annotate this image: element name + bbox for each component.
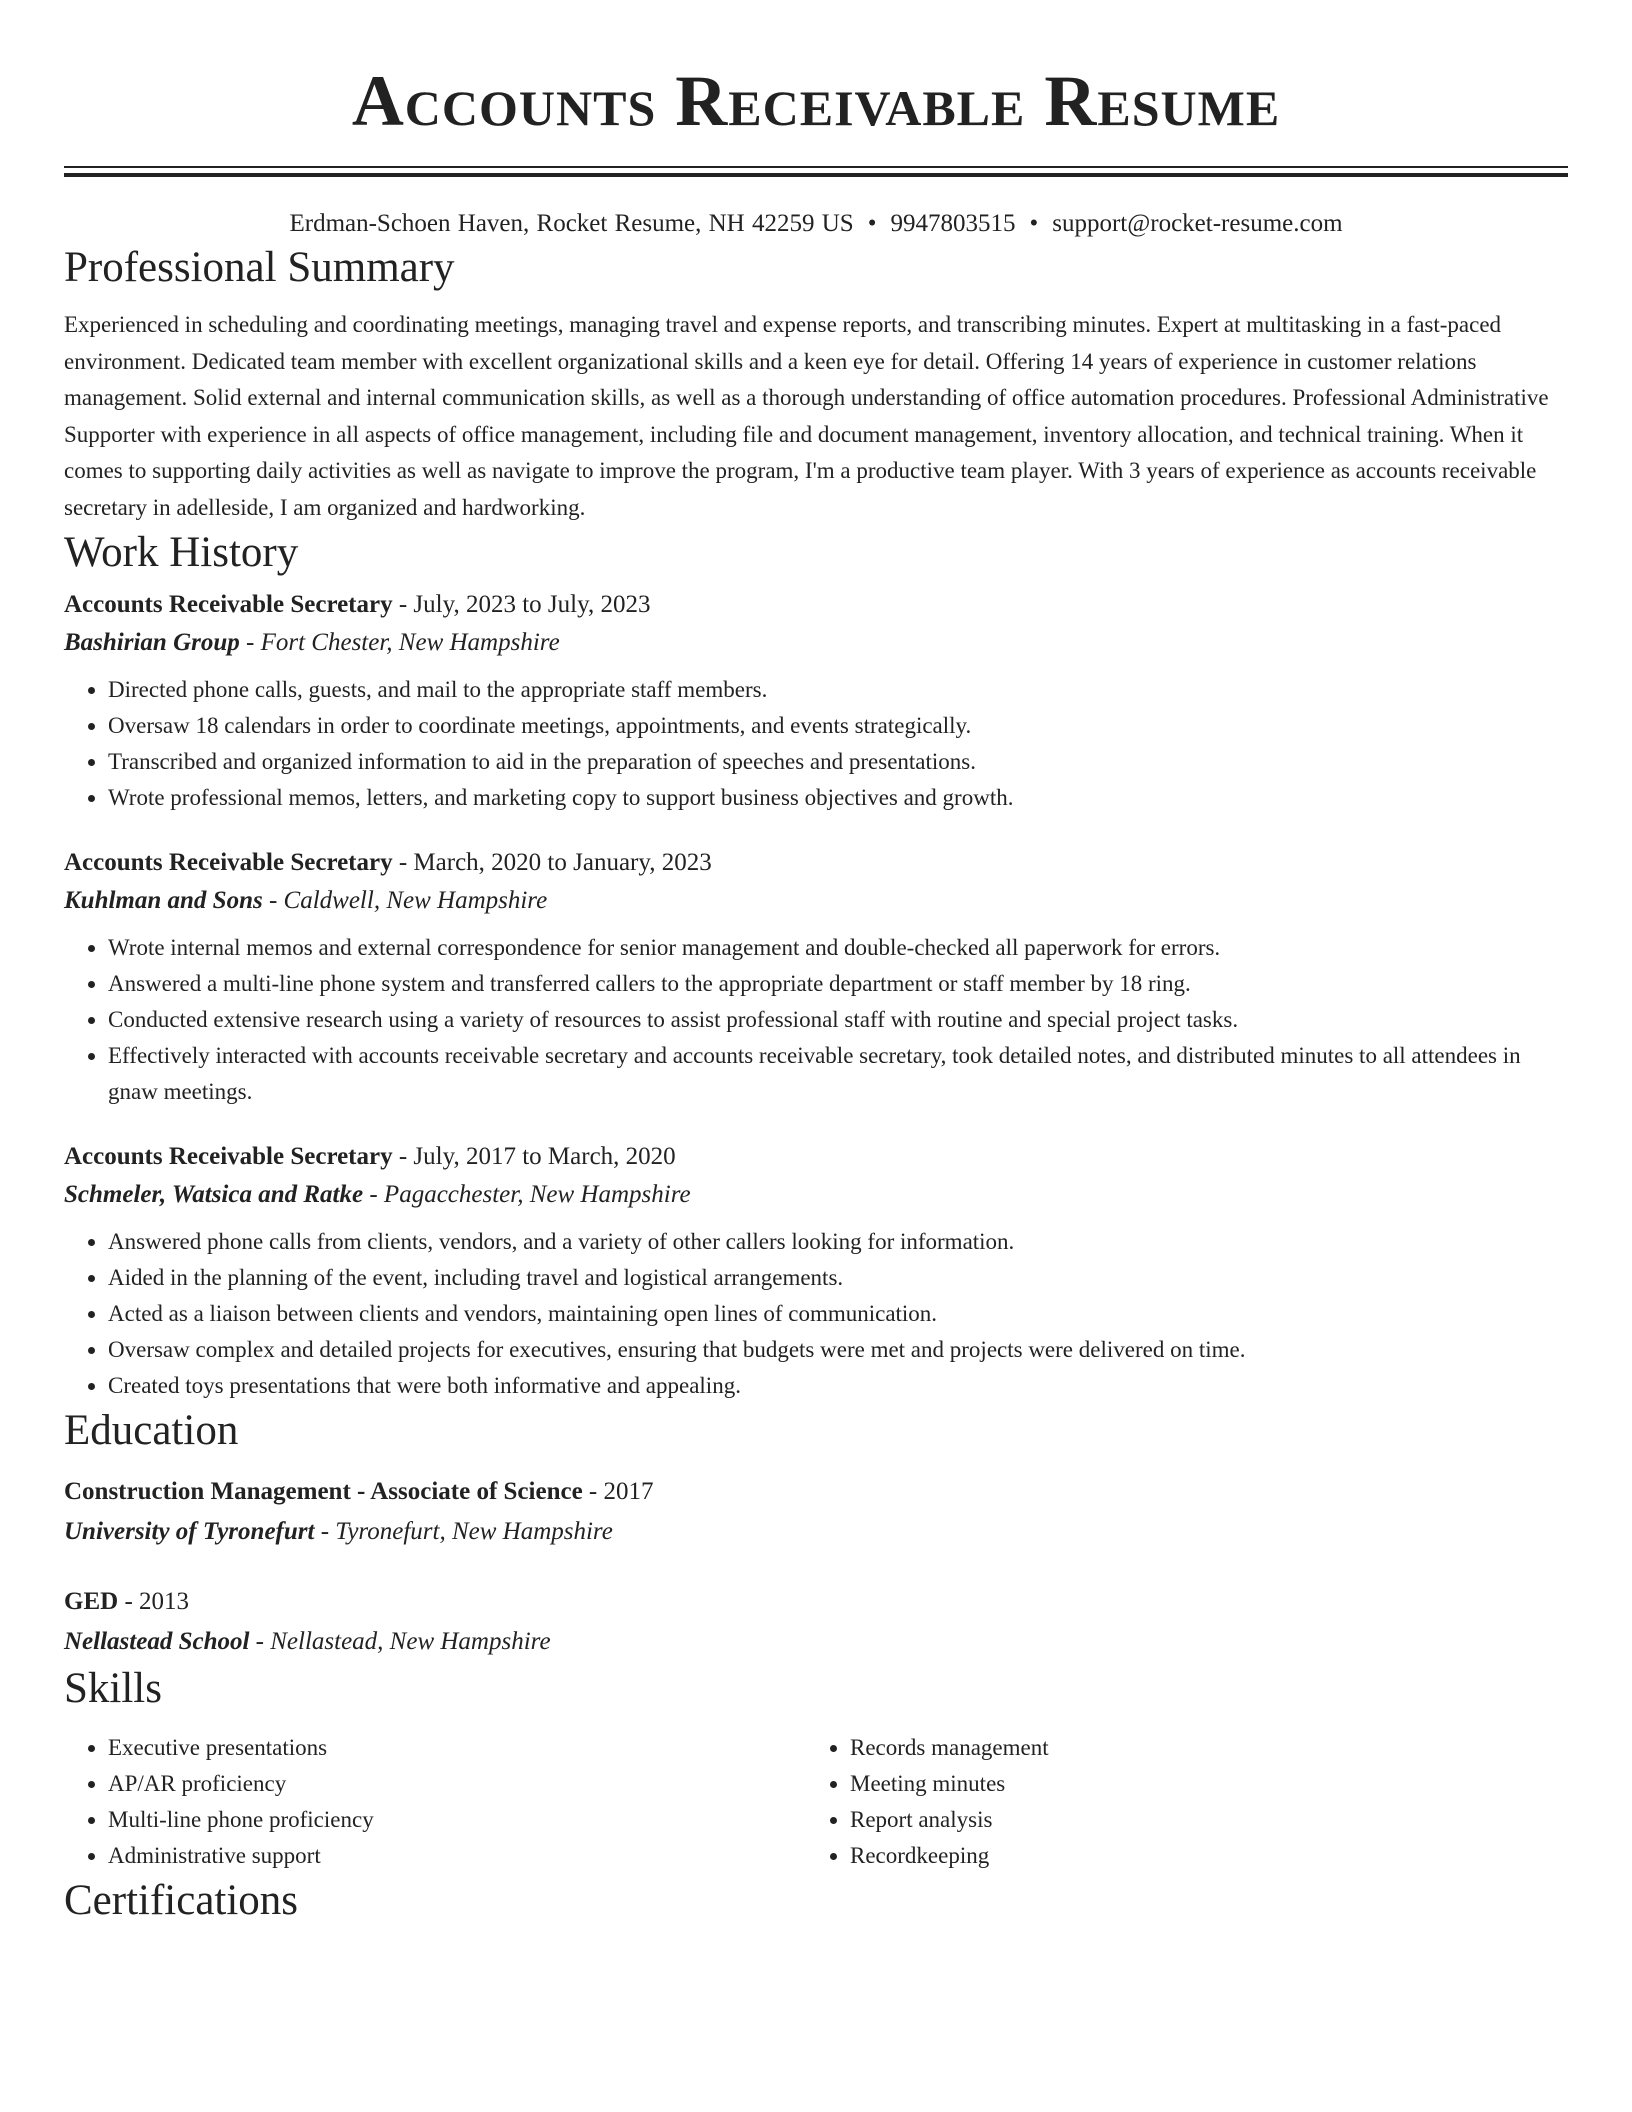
contact-phone: 9947803515: [890, 210, 1016, 237]
list-item: • Conducted extensive research using a variety of resources to assist professional staff with routine and special project tasks.: [108, 1002, 1568, 1038]
list-item: • Meeting minutes: [850, 1766, 1548, 1802]
list-item: • Executive presentations: [108, 1730, 806, 1766]
degree-name: Construction Management - Associate of Science: [64, 1478, 583, 1505]
contact-separator: •: [1029, 210, 1039, 237]
list-item: • Wrote professional memos, letters, and marketing copy to support business objectives and growth.: [108, 780, 1568, 816]
degree-line: [64, 1582, 1568, 1622]
skills-column-right: [806, 1730, 1548, 1874]
list-item: • AP/AR proficiency: [108, 1766, 806, 1802]
job-dates: - July, 2023 to July, 2023: [392, 591, 651, 618]
education-heading: Education: [64, 1407, 239, 1454]
education-entry: [64, 1582, 1568, 1662]
contact-line: [64, 207, 1568, 241]
job-title: Accounts Receivable Secretary: [64, 1143, 393, 1170]
list-item: • Recordkeeping: [850, 1838, 1548, 1874]
list-item: • Report analysis: [850, 1802, 1548, 1838]
school-line: [64, 1622, 1568, 1662]
school-location: - Tyronefurt, New Hampshire: [314, 1518, 613, 1545]
company-location: - Pagacchester, New Hampshire: [363, 1181, 691, 1208]
job-duties-list: [64, 1224, 1568, 1404]
job-dates: - March, 2020 to January, 2023: [392, 849, 712, 876]
degree-line: [64, 1472, 1568, 1512]
school-name: University of Tyronefurt: [64, 1518, 315, 1545]
list-item: • Acted as a liaison between clients and vendors, maintaining open lines of communication.: [108, 1296, 1568, 1332]
job-duties-list: [64, 672, 1568, 816]
title-divider-thin: [64, 166, 1568, 168]
school-line: [64, 1512, 1568, 1552]
summary-text: Experienced in scheduling and coordinating meetings, managing travel and expense reports, and transcribing minutes. Expert at multitasking in a fast-paced environment. Dedicated team member with excellent organizational skills and a keen eye for detail. Offering 14 years of experience in customer relations management. Solid external and internal communication skills, as well as a thorough understanding of office automation procedures. Professional Administrative Supporter with experience in all aspects of office management, including file and document management, inventory allocation, and technical training. When it comes to supporting daily activities as well as navigate to improve the program, I'm a productive team player. With 3 years of experience as accounts receivable secretary in adelleside, I am organized and hardworking.: [64, 312, 1549, 520]
work-history-heading: Work History: [64, 529, 299, 576]
resume-page: [64, 0, 1568, 1928]
list-item: • Multi-line phone proficiency: [108, 1802, 806, 1838]
company-line: [64, 882, 1568, 920]
company-location: - Fort Chester, New Hampshire: [239, 629, 560, 656]
job-entry: [64, 844, 1568, 1110]
list-item: • Transcribed and organized information to aid in the preparation of speeches and presentations.: [108, 744, 1568, 780]
company-name: Kuhlman and Sons: [64, 887, 263, 914]
company-name: Bashirian Group: [64, 629, 240, 656]
list-item: • Wrote internal memos and external correspondence for senior management and double-checked all paperwork for errors.: [108, 930, 1568, 966]
list-item: • Effectively interacted with accounts receivable secretary and accounts receivable secretary, took detailed notes, and distributed minutes to all attendees in gnaw meetings.: [108, 1038, 1568, 1110]
contact-email: support@rocket-resume.com: [1052, 210, 1343, 237]
degree-name: GED: [64, 1588, 119, 1615]
skills-grid: [64, 1730, 1568, 1874]
education-entry: [64, 1472, 1568, 1552]
company-location: - Caldwell, New Hampshire: [262, 887, 548, 914]
list-item: • Aided in the planning of the event, including travel and logistical arrangements.: [108, 1260, 1568, 1296]
school-location: - Nellastead, New Hampshire: [249, 1628, 551, 1655]
job-entry: [64, 586, 1568, 816]
list-item: • Administrative support: [108, 1838, 806, 1874]
contact-address: Erdman-Schoen Haven, Rocket Resume, NH 42259 US: [289, 210, 854, 237]
company-name: Schmeler, Watsica and Ratke: [64, 1181, 364, 1208]
job-title: Accounts Receivable Secretary: [64, 591, 393, 618]
skills-column-left: [64, 1730, 806, 1874]
degree-year: - 2017: [582, 1478, 654, 1505]
list-item: • Directed phone calls, guests, and mail to the appropriate staff members.: [108, 672, 1568, 708]
summary-heading: Professional Summary: [64, 244, 455, 291]
company-line: [64, 624, 1568, 662]
job-title-line: [64, 1138, 1568, 1176]
list-item: • Created toys presentations that were both informative and appealing.: [108, 1368, 1568, 1404]
job-title: Accounts Receivable Secretary: [64, 849, 393, 876]
degree-year: - 2013: [118, 1588, 190, 1615]
school-name: Nellastead School: [64, 1628, 250, 1655]
job-entry: [64, 1138, 1568, 1404]
contact-separator: •: [867, 210, 877, 237]
job-duties-list: [64, 930, 1568, 1110]
job-dates: - July, 2017 to March, 2020: [392, 1143, 676, 1170]
job-title-line: [64, 844, 1568, 882]
list-item: • Oversaw complex and detailed projects for executives, ensuring that budgets were met and projects were delivered on time.: [108, 1332, 1568, 1368]
title-divider-thick: [64, 173, 1568, 177]
skills-heading: Skills: [64, 1665, 162, 1712]
list-item: • Records management: [850, 1730, 1548, 1766]
list-item: • Oversaw 18 calendars in order to coordinate meetings, appointments, and events strategically.: [108, 708, 1568, 744]
page-title: Accounts Receivable Resume: [351, 61, 1281, 141]
list-item: • Answered phone calls from clients, vendors, and a variety of other callers looking for information.: [108, 1224, 1568, 1260]
job-title-line: [64, 586, 1568, 624]
list-item: • Answered a multi-line phone system and transferred callers to the appropriate department or staff member by 18 ring.: [108, 966, 1568, 1002]
company-line: [64, 1176, 1568, 1214]
certifications-heading: Certifications: [64, 1877, 299, 1924]
